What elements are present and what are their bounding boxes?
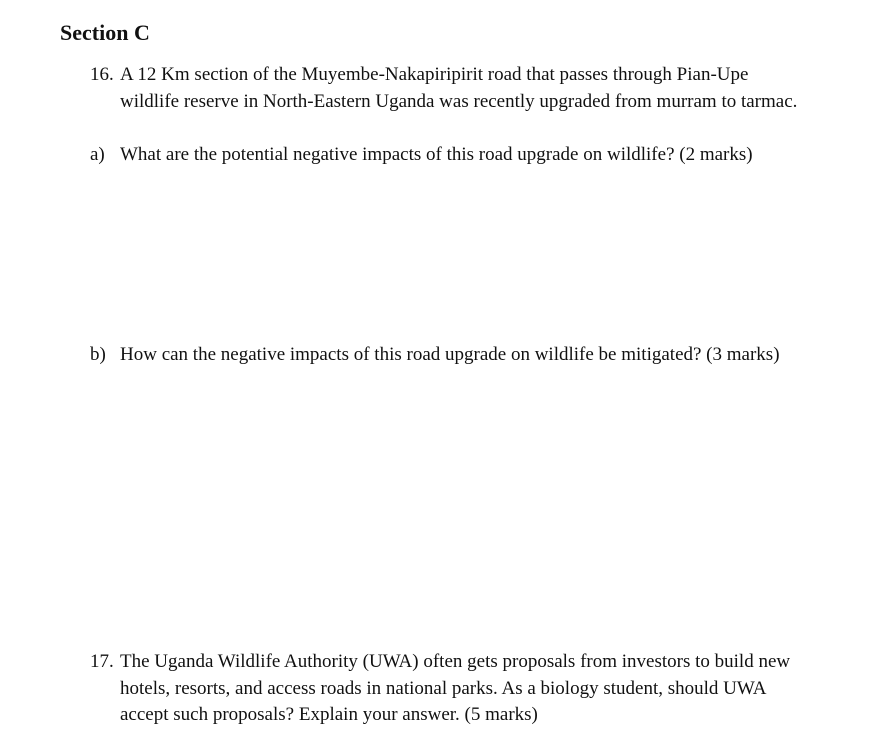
question-text: How can the negative impacts of this road upgrade on wildlife be mitigated? (3 marks) <box>120 344 780 365</box>
question-16a <box>90 142 800 169</box>
question-text: A 12 Km section of the Muyembe-Nakapiripirit road that passes through Pian-Upe wildlife reserve in North-Eastern Uganda was recently upgraded from murram to tarmac. <box>120 64 798 112</box>
question-16 <box>90 62 800 115</box>
question-number: b) <box>90 344 106 365</box>
question-16b <box>90 342 800 369</box>
question-text: The Uganda Wildlife Authority (UWA) often gets proposals from investors to build new hotels, resorts, and access roads in national parks. As a biology student, should UWA accept such proposals? Explain your answer. (5 marks) <box>120 651 791 725</box>
section-title: Section C <box>60 20 150 45</box>
question-number: 16. <box>90 64 114 85</box>
question-17 <box>90 649 800 729</box>
question-number: 17. <box>90 651 114 672</box>
question-text: What are the potential negative impacts of this road upgrade on wildlife? (2 marks) <box>120 144 753 165</box>
question-number: a) <box>90 144 105 165</box>
